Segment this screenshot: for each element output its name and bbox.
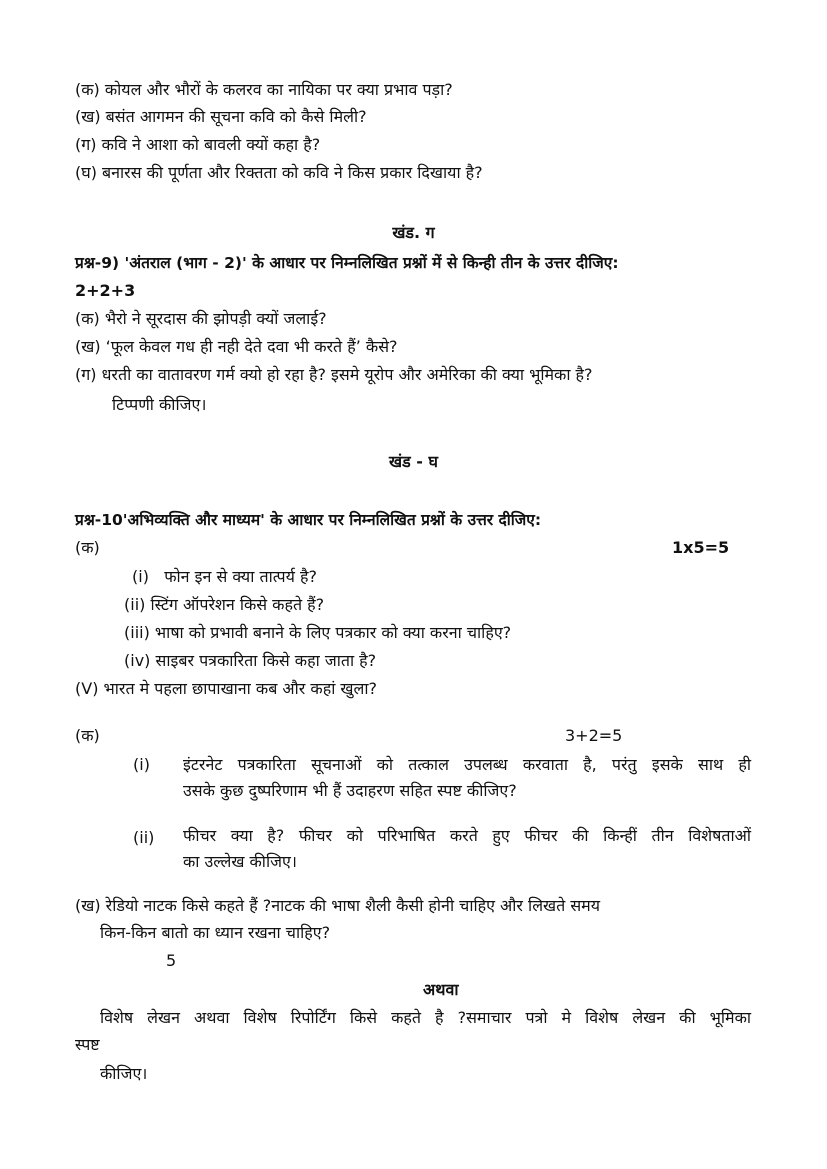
long-item-ii-line1: फीचर क्या है? फीचर को परिभाषित करते हुए फीचर की किन्हीं तीन विशेषताओं bbox=[183, 826, 751, 845]
part-ka-marks: 1x5=5 bbox=[672, 538, 730, 557]
question-9-marks: 2+2+3 bbox=[75, 281, 136, 300]
part-ka2-marks: 3+2=5 bbox=[565, 726, 623, 745]
long-item-i-line1: इंटरनेट पत्रकारिता सूचनाओं को तत्काल उपलब्ध करवाता है, परंतु इसके साथ ही bbox=[183, 755, 751, 774]
alternative-line3: कीजिए। bbox=[100, 1064, 148, 1083]
part-ka2-label: (क) bbox=[75, 726, 100, 745]
item-text: फोन इन से क्या तात्पर्य है? bbox=[164, 567, 317, 586]
item-number: (iii) bbox=[124, 623, 150, 642]
list-item bbox=[124, 651, 376, 671]
part-kha-line2: किन-किन बातो का ध्यान रखना चाहिए? bbox=[100, 923, 331, 942]
section-c-heading: खंड. ग bbox=[392, 223, 435, 242]
long-item-ii-line2: का उल्लेख कीजिए। bbox=[183, 852, 297, 871]
alternative-line2: स्पष्ट bbox=[75, 1035, 100, 1054]
item-text: भाषा को प्रभावी बनाने के लिए पत्रकार को क्या करना चाहिए? bbox=[154, 623, 512, 642]
question-9-title: प्रश्न-9) 'अंतराल (भाग - 2)' के आधार पर निम्नलिखित प्रश्नों में से किन्ही तीन के उत्तर दीजिए: bbox=[75, 254, 619, 272]
list-item bbox=[124, 623, 511, 643]
section-d-heading: खंड - घ bbox=[389, 452, 438, 471]
alternative-line1: विशेष लेखन अथवा विशेष रिपोर्टिंग किसे कहते है ?समाचार पत्रो मे विशेष लेखन की भूमिका bbox=[100, 1008, 751, 1027]
question-10-title: प्रश्न-10'अभिव्यक्ति और माध्यम' के आधार पर निम्नलिखित प्रश्नों के उत्तर दीजिए: bbox=[75, 511, 542, 529]
part-kha-line1: (ख) रेडियो नाटक किसे कहते हैं ?नाटक की भाषा शैली कैसी होनी चाहिए और लिखते समय bbox=[75, 896, 600, 915]
item-number: (iv) bbox=[124, 651, 151, 670]
long-item-ii-number: (ii) bbox=[133, 828, 155, 847]
part-ka-label: (क) bbox=[75, 538, 100, 557]
athva-heading: अथवा bbox=[423, 980, 459, 999]
list-item-v: (V) भारत मे पहला छापाखाना कब और कहां खुला? bbox=[75, 679, 378, 698]
question-9-ga-continued: टिप्पणी कीजिए। bbox=[112, 395, 207, 414]
question-gha: (घ) बनारस की पूर्णता और रिक्तता को कवि ने किस प्रकार दिखाया है? bbox=[75, 163, 483, 182]
item-text: स्टिंग ऑपरेशन किसे कहते हैं? bbox=[150, 595, 325, 614]
question-9-ka: (क) भैरो ने सूरदास की झोपड़ी क्यों जलाई? bbox=[75, 309, 327, 328]
part-kha-marks: 5 bbox=[166, 951, 177, 970]
item-number: (i) bbox=[132, 567, 149, 586]
list-item bbox=[132, 567, 317, 587]
list-item bbox=[124, 595, 324, 615]
question-kha: (ख) बसंत आगमन की सूचना कवि को कैसे मिली? bbox=[75, 107, 367, 126]
long-item-i-line2: उसके कुछ दुष्परिणाम भी हैं उदाहरण सहित स्पष्ट कीजिए? bbox=[183, 781, 517, 800]
item-text: साइबर पत्रकारिता किसे कहा जाता है? bbox=[155, 651, 377, 670]
question-ga: (ग) कवि ने आशा को बावली क्यों कहा है? bbox=[75, 135, 321, 154]
question-9-kha: (ख) ‘फूल केवल गध ही नही देते दवा भी करते हैं’ कैसे? bbox=[75, 337, 398, 356]
question-ka: (क) कोयल और भौरों के कलरव का नायिका पर क्या प्रभाव पड़ा? bbox=[75, 80, 453, 99]
long-item-i-number: (i) bbox=[133, 755, 150, 774]
question-9-ga: (ग) धरती का वातावरण गर्म क्यो हो रहा है? इसमे यूरोप और अमेरिका की क्या भूमिका है? bbox=[75, 365, 593, 384]
item-number: (ii) bbox=[124, 595, 146, 614]
